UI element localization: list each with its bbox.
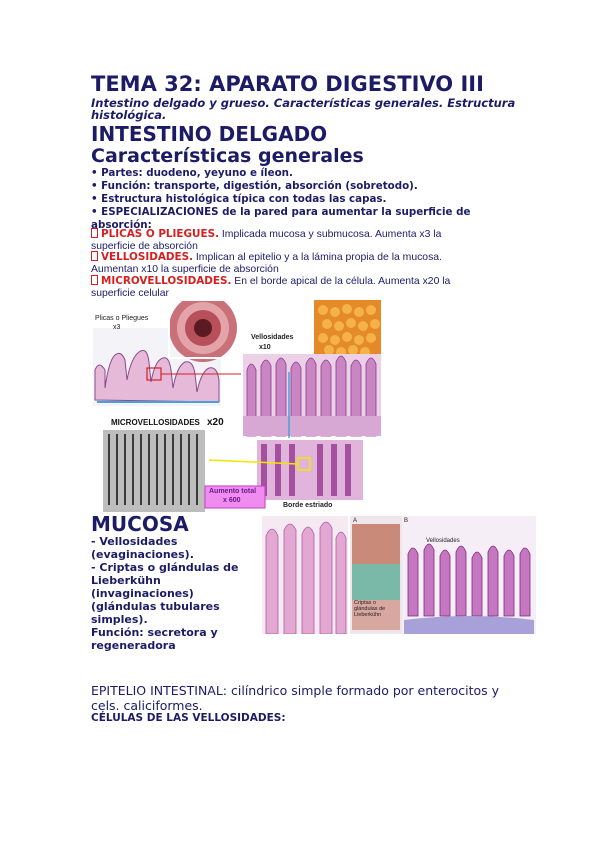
figure-intestinal-surface <box>91 300 381 512</box>
mucosa-heading: MUCOSA <box>91 512 189 536</box>
spec-vellosidades <box>91 251 481 276</box>
mucosa-line: Lieberkühn <box>91 574 161 587</box>
borde-estriado-label: Borde estriado <box>283 502 333 509</box>
spec-label: MICROVELLOSIDADES. <box>101 275 232 287</box>
fig2-vellosidades-label: Vellosidades <box>426 538 460 544</box>
figure-mucosa-histology <box>262 516 536 634</box>
figure-mucosa-drawing <box>262 516 536 634</box>
vellosidades-mult-label: x10 <box>259 344 271 351</box>
plicas-label: Plicas o Pliegues <box>95 315 149 322</box>
mucosa-line: - Vellosidades <box>91 535 178 548</box>
bullet-estructura: • Estructura histológica típica con todas las capas. <box>91 193 387 205</box>
mucosa-line: (evaginaciones). <box>91 548 194 561</box>
mucosa-line: - Criptas o glándulas de <box>91 561 239 574</box>
spec-text: En el borde apical de la célula. Aumenta x20 la superficie celular <box>91 276 451 299</box>
mucosa-line: (glándulas tubulares <box>91 600 220 613</box>
subsection-heading: Características generales <box>91 145 364 167</box>
vellosidades-label: Vellosidades <box>251 334 294 341</box>
figure-intestinal-surface-drawing <box>91 300 381 512</box>
spec-label: VELLOSIDADES. <box>101 251 194 263</box>
micro-label: MICROVELLOSIDADES <box>111 418 200 427</box>
bullet-box-icon <box>91 275 98 285</box>
bullet-list <box>91 167 481 232</box>
epitelio-text: cilíndrico simple formado por enterocitos y cels. caliciformes. <box>91 683 500 713</box>
section-heading-intestino-delgado: INTESTINO DELGADO <box>91 122 328 146</box>
mucosa-line: Función: secretora y <box>91 626 218 639</box>
micro-mult-label: x20 <box>207 417 224 428</box>
total-label: Aumento total <box>209 488 257 495</box>
panel-a-label: A <box>353 518 358 524</box>
spec-microvellosidades <box>91 275 481 300</box>
bullet-funcion: • Función: transporte, digestión, absorción (sobretodo). <box>91 180 418 192</box>
spec-text: Implicada mucosa y submucosa. Aumenta x3 la superficie de absorción <box>91 229 442 252</box>
total-value: x 600 <box>223 497 241 504</box>
spec-text: Implican al epitelio y a la lámina propia de la mucosa. Aumentan x10 la superficie de absorción <box>91 252 442 275</box>
mucosa-line: regeneradora <box>91 639 176 652</box>
spec-label: PLICAS O PLIEGUES. <box>101 228 220 240</box>
page-subtitle: Intestino delgado y grueso. Características generales. Estructura histológica. <box>91 96 516 122</box>
epitelio-heading: EPITELIO INTESTINAL: <box>91 683 228 698</box>
fig2-criptas-label: Criptas o glándulas de Lieberkühn <box>354 600 386 618</box>
spec-plicas <box>91 228 481 253</box>
mucosa-line: (invaginaciones) <box>91 587 194 600</box>
bullet-box-icon <box>91 251 98 261</box>
bullet-partes: • Partes: duodeno, yeyuno e íleon. <box>91 167 293 179</box>
plicas-mult-label: x3 <box>113 324 121 331</box>
mucosa-line: simples). <box>91 613 148 626</box>
page-title: TEMA 32: APARATO DIGESTIVO III <box>91 72 484 96</box>
panel-b-label: B <box>404 518 409 524</box>
bullet-especializaciones: • ESPECIALIZACIONES de la pared para aumentar la superficie de absorción: <box>91 206 471 231</box>
mucosa-list <box>91 535 261 652</box>
bullet-box-icon <box>91 228 98 238</box>
epitelio-paragraph <box>91 683 511 713</box>
cells-heading: CÉLULAS DE LAS VELLOSIDADES: <box>91 712 286 724</box>
